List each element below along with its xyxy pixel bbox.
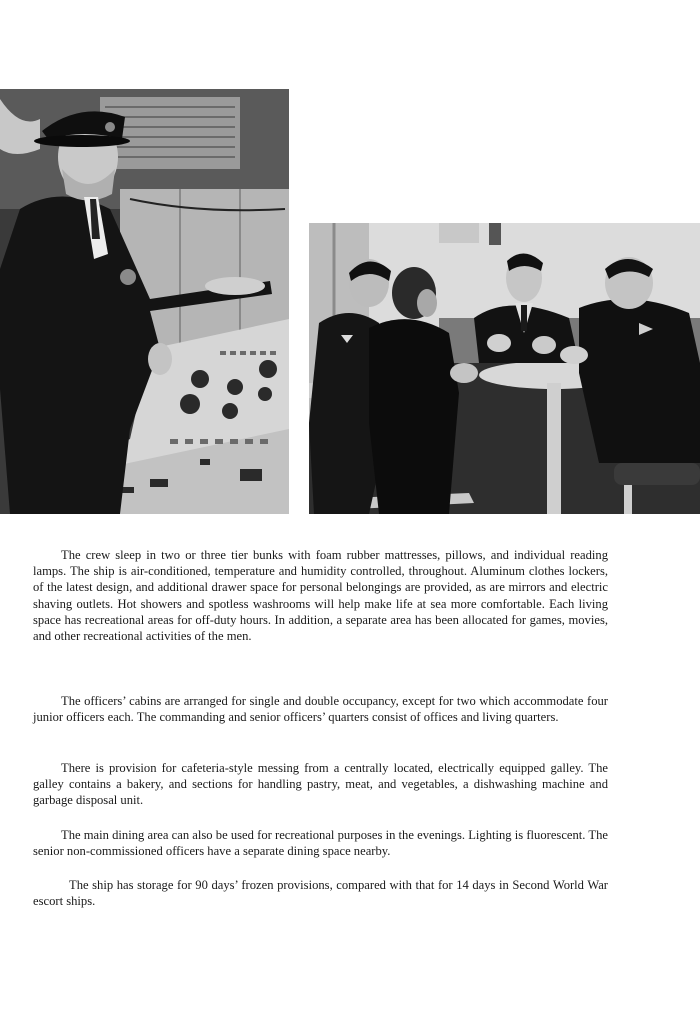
paragraph-dining-area: The main dining area can also be used for recreational purposes in the evenings. Lighting is fluorescent. The senior non-commissioned officers have a separate dining space nearby. bbox=[33, 828, 608, 859]
photo-officer-console-image bbox=[0, 89, 289, 514]
paragraph-officers-cabins: The officers’ cabins are arranged for single and double occupancy, except for two which accommodate four junior officers each. The commanding and senior officers’ quarters consist of offices and living quarters. bbox=[33, 694, 608, 725]
photo-officer-console bbox=[0, 89, 289, 514]
paragraph-galley: There is provision for cafeteria-style messing from a centrally located, electrically equipped galley. The galley contains a bakery, and sections for handling pastry, meat, and vegetables, a dishwashing machine and garbage disposal unit. bbox=[33, 761, 608, 808]
paragraph-provisions: The ship has storage for 90 days’ frozen provisions, compared with that for 14 days in Second World War escort ships. bbox=[33, 878, 608, 909]
paragraph-crew-quarters: The crew sleep in two or three tier bunks with foam rubber mattresses, pillows, and individual reading lamps. The ship is air-conditioned, temperature and humidity controlled, throughout. Aluminum clothes lockers, of the latest design, and additional drawer space for personal belongings are provided, as are mirrors and electric shaving outlets. Hot showers and spotless washrooms will help make life at sea more comfortable. Each living space has recreational areas for off-duty hours. In addition, a separate area has been allocated for games, movies, and other recreational activities of the men. bbox=[33, 548, 608, 644]
photo-crew-cards bbox=[309, 223, 700, 514]
photo-crew-cards-image bbox=[309, 223, 700, 514]
